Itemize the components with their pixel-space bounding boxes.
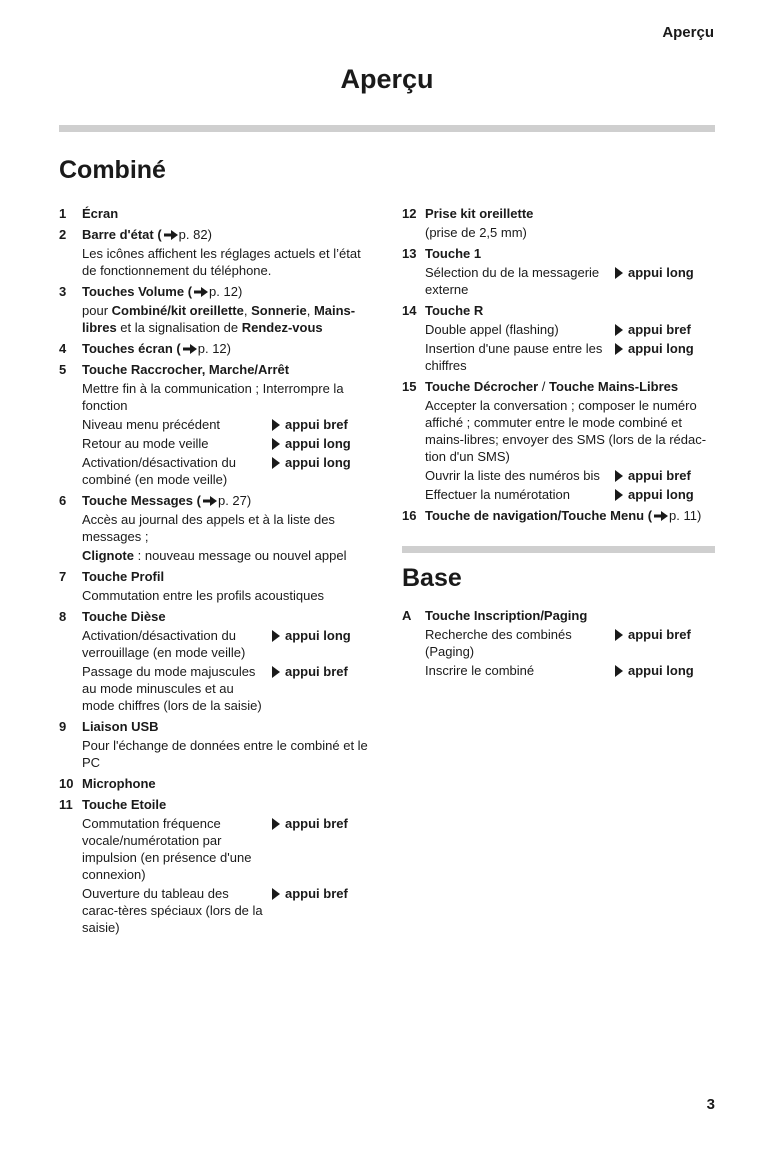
list-item — [59, 283, 371, 336]
item-number: 4 — [59, 341, 67, 356]
triangle-right-icon — [615, 665, 623, 677]
action-label: Activation/désactivation du verrouillage (en mode veille) — [82, 628, 246, 660]
item-description-2 — [82, 547, 371, 564]
page-reference: p. 11) — [669, 508, 702, 523]
action-value: appui bref — [285, 816, 348, 831]
desc-bold: Sonnerie — [251, 303, 307, 318]
list-item — [59, 361, 371, 488]
item-title: Prise kit oreillette — [425, 206, 534, 221]
action-label: Commutation fréquence vocale/numérotation par impulsion (en présence d'une connexion) — [82, 816, 252, 882]
action-value: appui bref — [285, 417, 348, 432]
triangle-right-icon — [615, 629, 623, 641]
list-item — [402, 302, 715, 374]
item-title: Barre d'état ( — [82, 227, 162, 242]
triangle-right-icon — [615, 267, 623, 279]
item-number: 3 — [59, 284, 67, 299]
item-number: A — [402, 608, 412, 623]
item-description: (prise de 2,5 mm) — [425, 225, 527, 240]
action-label: Double appel (flashing) — [425, 322, 559, 337]
action-row — [82, 815, 371, 883]
list-item — [59, 492, 371, 564]
item-number: 12 — [402, 206, 417, 221]
page-title: Aperçu — [340, 64, 434, 94]
list-item — [59, 796, 371, 936]
arrow-right-icon — [654, 511, 668, 521]
triangle-right-icon — [272, 818, 280, 830]
item-title-2: Touche Mains-Libres — [549, 379, 679, 394]
action-row — [82, 416, 371, 433]
section-heading-base: Base — [402, 564, 462, 592]
triangle-right-icon — [272, 457, 280, 469]
item-title: Touche Raccrocher, Marche/Arrêt — [82, 362, 290, 377]
item-title: Touche Dièse — [82, 609, 166, 624]
triangle-right-icon — [615, 324, 623, 336]
action-row — [425, 264, 715, 298]
action-row — [425, 467, 715, 484]
item-number: 16 — [402, 508, 417, 523]
item-title: Touches Volume ( — [82, 284, 193, 299]
item-title: Liaison USB — [82, 719, 159, 734]
item-description: Accès au journal des appels et à la liste des messages ; — [82, 512, 335, 544]
action-label: Sélection du de la messagerie externe — [425, 265, 600, 297]
action-label: Passage du mode majuscules au mode minuscules et au mode chiffres (lors de la saisie) — [82, 664, 262, 713]
item-title: Touche Décrocher — [425, 379, 539, 394]
page-reference: p. 12) — [209, 284, 243, 299]
right-column — [402, 205, 715, 683]
desc-text: : nouveau message ou nouvel appel — [134, 548, 347, 563]
item-title: Touches écran ( — [82, 341, 181, 356]
action-label: Retour au mode veille — [82, 436, 209, 451]
page-reference: p. 12) — [197, 341, 231, 356]
item-number: 2 — [59, 227, 67, 242]
desc-text: , — [243, 303, 252, 318]
action-row — [82, 627, 371, 661]
item-description: Les icônes affichent les réglages actuels et l’état de fonctionnement du téléphone. — [82, 246, 361, 278]
triangle-right-icon — [272, 666, 280, 678]
item-number: 14 — [402, 303, 417, 318]
list-item — [59, 608, 371, 714]
item-number: 11 — [59, 797, 73, 812]
triangle-right-icon — [272, 419, 280, 431]
title-separator: / — [538, 379, 550, 394]
item-description: Mettre fin à la communication ; Interrompre la fonction — [82, 381, 344, 413]
item-number: 13 — [402, 246, 417, 261]
action-value: appui bref — [628, 627, 691, 642]
action-label: Effectuer la numérotation — [425, 487, 571, 502]
desc-bold: Combiné/kit oreillette — [111, 303, 244, 318]
action-label: Ouverture du tableau des carac-tères spéciaux (lors de la saisie) — [82, 886, 263, 935]
item-number: 1 — [59, 206, 67, 221]
list-item — [59, 226, 371, 279]
action-value: appui long — [285, 436, 351, 451]
action-value: appui long — [628, 663, 694, 678]
action-row — [425, 340, 715, 374]
triangle-right-icon — [272, 888, 280, 900]
arrow-right-icon — [183, 344, 197, 354]
action-label: Activation/désactivation du combiné (en mode veille) — [82, 455, 236, 487]
item-description: Commutation entre les profils acoustiques — [82, 588, 325, 603]
item-number: 8 — [59, 609, 67, 624]
list-item — [59, 775, 371, 792]
item-title: Touche 1 — [425, 246, 482, 261]
page-reference: p. 82) — [178, 227, 212, 242]
desc-bold: Mains-libres — [82, 303, 356, 335]
item-title: Touche R — [425, 303, 484, 318]
desc-text: et la signalisation de — [116, 320, 242, 335]
desc-text: pour — [82, 303, 112, 318]
item-number: 15 — [402, 379, 417, 394]
list-item — [59, 205, 371, 222]
triangle-right-icon — [615, 489, 623, 501]
action-value: appui long — [628, 265, 694, 280]
left-column — [59, 205, 371, 940]
item-description: Pour l'échange de données entre le combiné et le PC — [82, 738, 368, 770]
triangle-right-icon — [272, 438, 280, 450]
action-value: appui long — [628, 341, 694, 356]
action-label: Ouvrir la liste des numéros bis — [425, 468, 600, 483]
list-item — [402, 607, 715, 679]
action-row — [82, 435, 371, 452]
action-row — [425, 321, 715, 338]
action-label: Insertion d'une pause entre les chiffres — [425, 341, 603, 373]
item-title: Touche Messages ( — [82, 493, 201, 508]
list-item — [59, 568, 371, 604]
action-row — [82, 454, 371, 488]
action-value: appui bref — [285, 664, 348, 679]
action-value: appui long — [285, 628, 351, 643]
item-description — [82, 302, 371, 336]
action-value: appui long — [285, 455, 351, 470]
list-item — [402, 205, 715, 241]
list-item — [402, 507, 715, 524]
item-description: Accepter la conversation ; composer le numéro affiché ; commuter entre le mode combiné et mains-libres; envoyer des SMS (lors de la rédac-tion d'un SMS) — [425, 398, 707, 464]
action-label: Inscrire le combiné — [425, 663, 535, 678]
title-rule — [59, 125, 715, 132]
action-value: appui bref — [285, 886, 348, 901]
list-item — [59, 718, 371, 771]
item-title: Microphone — [82, 776, 156, 791]
item-number: 7 — [59, 569, 67, 584]
triangle-right-icon — [272, 630, 280, 642]
page-number: 3 — [706, 1096, 715, 1113]
item-number: 9 — [59, 719, 67, 734]
list-item — [402, 245, 715, 298]
item-title: Touche Profil — [82, 569, 165, 584]
item-title: Touche Inscription/Paging — [425, 608, 588, 623]
action-value: appui long — [628, 487, 694, 502]
list-item — [59, 340, 371, 357]
triangle-right-icon — [615, 470, 623, 482]
action-label: Recherche des combinés (Paging) — [425, 627, 572, 659]
item-number: 5 — [59, 362, 67, 377]
action-row — [425, 662, 715, 679]
action-value: appui bref — [628, 322, 691, 337]
arrow-right-icon — [164, 230, 178, 240]
item-title: Touche Etoile — [82, 797, 167, 812]
desc-text: , — [306, 303, 314, 318]
arrow-right-icon — [203, 496, 217, 506]
item-title: Écran — [82, 206, 119, 221]
desc-bold: Clignote — [82, 548, 134, 563]
action-row — [82, 885, 371, 936]
item-number: 6 — [59, 493, 67, 508]
section-heading-combine: Combiné — [59, 156, 166, 184]
action-row — [82, 663, 371, 714]
action-label: Niveau menu précédent — [82, 417, 221, 432]
running-head: Aperçu — [662, 24, 714, 41]
action-value: appui bref — [628, 468, 691, 483]
arrow-right-icon — [194, 287, 208, 297]
action-row — [425, 626, 715, 660]
item-title: Touche de navigation/Touche Menu ( — [425, 508, 653, 523]
list-item — [402, 378, 715, 503]
page-reference: p. 27) — [217, 493, 252, 508]
action-row — [425, 486, 715, 503]
item-number: 10 — [59, 776, 74, 791]
triangle-right-icon — [615, 343, 623, 355]
base-rule — [402, 546, 715, 553]
desc-bold: Rendez-vous — [241, 320, 323, 335]
